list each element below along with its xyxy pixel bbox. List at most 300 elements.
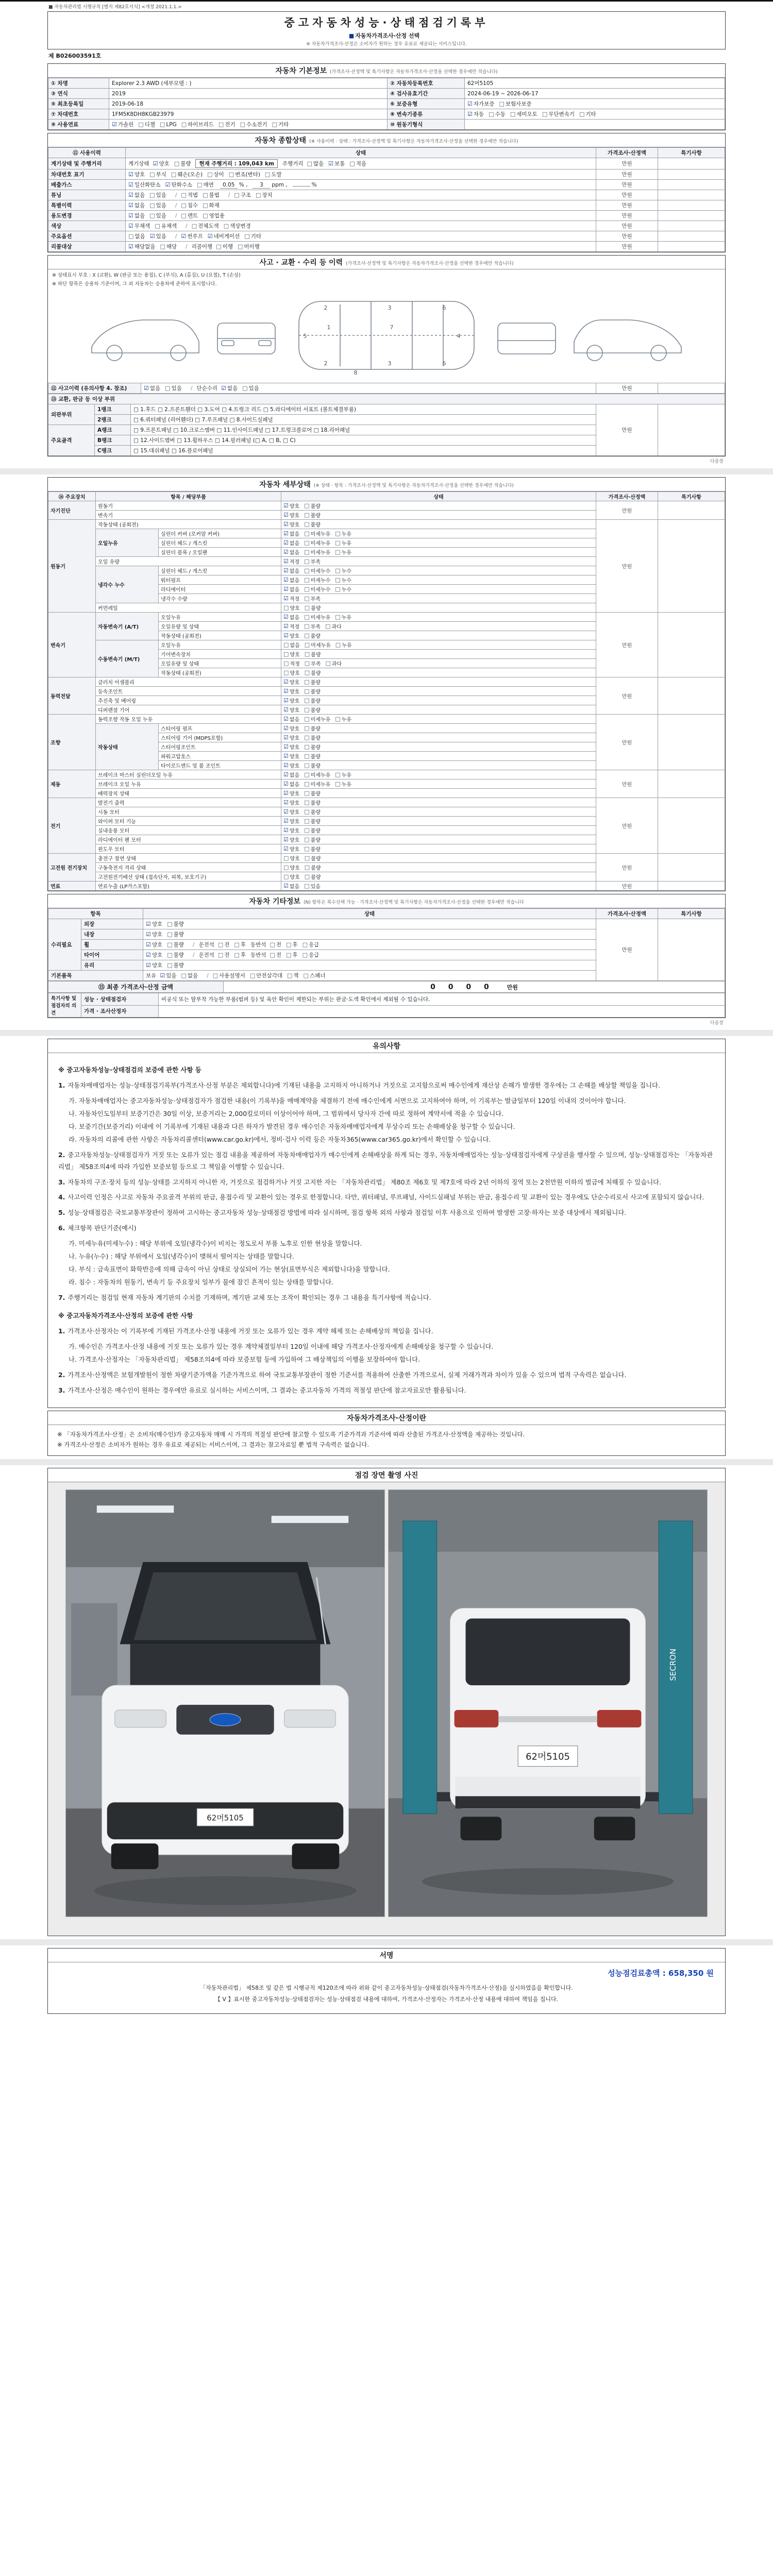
explain-line-2: ※ 가격조사·산정은 소비자가 원하는 경우 유료로 제공되는 서비스이며, 그 결과는 참고자료일 뿐 법적 구속력은 없습니다. <box>57 1441 369 1449</box>
checkbox-유채색[interactable] <box>155 222 177 230</box>
checkbox-불량[interactable] <box>304 697 321 704</box>
checkbox-부족[interactable] <box>304 595 321 602</box>
checkbox-empty-icon: □ <box>203 202 208 209</box>
overall-row-state <box>126 242 596 252</box>
checkbox-일산화탄소[interactable] <box>128 181 161 189</box>
checkbox-네비게이션[interactable] <box>208 232 240 240</box>
checkbox-응급[interactable] <box>303 951 320 959</box>
checkbox-매연[interactable] <box>197 181 214 189</box>
checkbox-checked-icon: ☑ <box>283 827 289 834</box>
checkbox-미세누유[interactable] <box>304 530 330 537</box>
checkbox-label: 없음 <box>289 532 300 537</box>
panel-group-label: 외판부위 <box>48 404 95 425</box>
checkbox-양호[interactable] <box>283 761 299 769</box>
device-label: 변속기 <box>48 613 96 677</box>
section-basic-title: 자동차 기본정보 (가격조사·산정액 및 특기사항은 자동차가격조사·산정을 선택한 경우에만 적습니다) <box>48 64 725 78</box>
checkbox-세미오토[interactable] <box>510 110 537 118</box>
checkbox-없음[interactable] <box>181 972 198 979</box>
checkbox-없음[interactable] <box>128 191 145 199</box>
checkbox-과다[interactable] <box>325 659 342 667</box>
checkbox-없음[interactable] <box>283 567 299 574</box>
notice-item-number: 6. <box>58 1224 65 1232</box>
checkbox-불량[interactable] <box>304 752 321 760</box>
item-category-label: 수동변속기 (M/T) <box>96 640 159 677</box>
part-label: 오일누유 <box>159 640 281 650</box>
checkbox-불량[interactable] <box>304 734 321 741</box>
checkbox-미이행[interactable] <box>238 243 260 250</box>
checkbox-label: 응급 <box>308 942 320 948</box>
checkbox-있음[interactable] <box>149 201 166 209</box>
checkbox-없음[interactable] <box>283 539 299 547</box>
checkbox-전[interactable] <box>218 941 230 948</box>
checkbox-전[interactable] <box>270 951 281 959</box>
notice-subitem: 다. 부식 : 금속표면이 화학반응에 의해 금속이 아닌 상태로 상실되어 가는 현상(표면부식은 제외합니다)을 말합니다. <box>69 1265 390 1274</box>
device-label: 동력전달 <box>48 677 96 715</box>
checkbox-하이브리드[interactable] <box>181 121 214 128</box>
checkbox-불법[interactable] <box>203 191 220 199</box>
checkbox-적법[interactable] <box>181 191 198 199</box>
checkbox-양호[interactable] <box>146 951 162 959</box>
checkbox-empty-icon: □ <box>579 111 585 117</box>
checkbox-양호[interactable] <box>283 511 299 519</box>
checkbox-checked-icon: ☑ <box>283 688 289 694</box>
separator: / <box>175 233 177 240</box>
checkbox-empty-icon: □ <box>304 771 310 778</box>
checkbox-양호[interactable] <box>283 836 299 843</box>
checkbox-미세누수[interactable] <box>304 567 330 574</box>
checkbox-불량[interactable] <box>305 863 321 871</box>
checkbox-부식[interactable] <box>149 171 166 178</box>
checkbox-label: 불량 <box>310 838 321 843</box>
checkbox-label: 있음 <box>171 385 182 392</box>
checkbox-empty-icon: □ <box>181 121 187 128</box>
checkbox-부족[interactable] <box>304 557 321 565</box>
checkbox-적정[interactable] <box>283 557 299 565</box>
checkbox-label: 도말 <box>271 172 282 178</box>
checkbox-checked-icon: ☑ <box>328 160 334 167</box>
checkbox-미세누유[interactable] <box>304 715 330 723</box>
checkbox-누유[interactable] <box>335 530 351 537</box>
checkbox-불량[interactable] <box>304 502 321 510</box>
part-label: 시동 모터 <box>96 807 281 817</box>
checkbox-양호[interactable] <box>283 697 299 704</box>
checkbox-label: 불량 <box>310 522 321 528</box>
checkbox-불량[interactable] <box>305 854 321 862</box>
opinion-text: 비공식 또는 탈부착 가능한 부품(범퍼 등) 및 육안 확인이 제한되는 부위는 판금·도색 확인에서 제외될 수 있습니다. <box>159 993 725 1006</box>
checkbox-checked-icon: ☑ <box>283 502 289 509</box>
checkbox-empty-icon: □ <box>304 873 310 880</box>
checkbox-훼손(오손)[interactable] <box>171 171 203 178</box>
checkbox-양호[interactable] <box>283 669 300 676</box>
checkbox-label: 불량 <box>173 931 184 938</box>
checkbox-양호[interactable] <box>283 650 300 658</box>
checkbox-label: 수동 <box>495 111 506 117</box>
checkbox-응급[interactable] <box>303 941 320 948</box>
checkbox-label: 없음 <box>227 385 238 392</box>
checkbox-불량[interactable] <box>305 669 321 676</box>
checkbox-양호[interactable] <box>283 724 299 732</box>
checkbox-양호[interactable] <box>283 789 299 797</box>
note-cell <box>658 242 725 252</box>
status-cell <box>281 733 596 742</box>
checkbox-후[interactable] <box>286 951 298 959</box>
checkbox-렌트[interactable] <box>181 212 198 219</box>
checkbox-없음[interactable] <box>128 201 145 209</box>
checkbox-label: 이행 <box>222 244 233 250</box>
checkbox-디젤[interactable] <box>138 121 155 128</box>
checkbox-있음[interactable] <box>242 384 259 392</box>
opinion-author-label: 성능 · 상태점검자 <box>81 993 159 1006</box>
price-cell: 만원 <box>596 190 658 200</box>
checkbox-화재[interactable] <box>203 201 220 209</box>
checkbox-empty-icon: □ <box>304 688 310 694</box>
status-cell <box>281 603 596 613</box>
checkbox-보험사보증[interactable] <box>499 100 531 108</box>
checkbox-label: 없음 <box>289 587 300 593</box>
checkbox-없음[interactable] <box>283 641 300 649</box>
checkbox-양호[interactable] <box>283 873 300 880</box>
section-divider-band-2 <box>0 1030 773 1036</box>
checkbox-없음[interactable] <box>283 530 299 537</box>
part-label: 오일유량 및 상태 <box>159 622 281 631</box>
checkbox-미세누수[interactable] <box>304 585 330 593</box>
checkbox-누유[interactable] <box>335 780 351 788</box>
checkbox-불량[interactable] <box>304 724 321 732</box>
note-cell <box>658 190 725 200</box>
checkbox-없음[interactable] <box>283 613 299 621</box>
checkbox-전[interactable] <box>270 941 281 948</box>
part-label: 실린더 커버 (로커암 커버) <box>159 529 281 538</box>
final-price-value-cell <box>224 981 725 993</box>
checkbox-도말[interactable] <box>265 171 282 178</box>
checkbox-없음[interactable] <box>283 548 299 556</box>
checkbox-label: 불량 <box>310 745 321 751</box>
checkbox-불량[interactable] <box>304 799 321 806</box>
checkbox-label: 없음 <box>135 233 145 240</box>
checkbox-불량[interactable] <box>304 511 321 519</box>
checkbox-label: 없음 <box>289 569 300 574</box>
signature-statement-1: 「자동차관리법」 제58조 및 같은 법 시행규칙 제120조에 따라 위와 같이 중고자동차성능·상태점검(자동차가격조사·산정)을 실시하였음을 확인합니다. <box>200 1984 573 1991</box>
checkbox-양호[interactable] <box>283 826 299 834</box>
checkbox-empty-icon: □ <box>335 577 341 583</box>
checkbox-적음[interactable] <box>349 160 366 167</box>
checkbox-잭[interactable] <box>287 972 299 979</box>
checkbox-불량[interactable] <box>304 687 321 695</box>
checkbox-양호[interactable] <box>146 930 162 938</box>
checkbox-침수[interactable] <box>181 201 198 209</box>
checkbox-수동[interactable] <box>489 110 506 118</box>
checkbox-양호[interactable] <box>283 632 299 639</box>
price-cell: 만원 <box>596 770 658 798</box>
checkbox-부족[interactable] <box>305 659 321 667</box>
checkbox-empty-icon: □ <box>304 697 310 704</box>
notice-subitem: 라. 자동차의 리콜에 관한 사항은 자동차리콜센터(www.car.go.kr)에서, 정비·검사 이력 등은 자동차365(www.car365.go.kr)에서 확인할 수 있습니다. <box>69 1135 491 1143</box>
checkbox-미세누유[interactable] <box>304 539 330 547</box>
checkbox-양호[interactable] <box>283 845 299 853</box>
checkbox-누유[interactable] <box>335 771 351 778</box>
other-item-label: 타이어 <box>81 950 143 960</box>
checkbox-empty-icon: □ <box>304 549 310 555</box>
next-page-marker-2: 다음장 <box>710 1021 724 1026</box>
checkbox-미세누수[interactable] <box>304 576 330 584</box>
price-survey-option-checkbox[interactable] <box>349 31 419 40</box>
checkbox-미세누유[interactable] <box>304 771 330 778</box>
document-header <box>47 11 726 49</box>
checkbox-보통[interactable] <box>328 160 345 167</box>
checkbox-불량[interactable] <box>167 961 184 969</box>
checkbox-사용설명서[interactable] <box>213 972 245 979</box>
checkbox-empty-icon: □ <box>304 716 310 722</box>
checkbox-불량[interactable] <box>304 678 321 686</box>
notice-subitem: 나. 누유(누수) : 해당 부위에서 오일(냉각수)이 맺혀서 떨어지는 상태를 말합니다. <box>69 1252 294 1261</box>
checkbox-양호[interactable] <box>283 743 299 751</box>
checkbox-양호[interactable] <box>283 520 299 528</box>
checkbox-기타[interactable] <box>272 121 289 128</box>
checkbox-미세누유[interactable] <box>304 548 330 556</box>
checkbox-empty-icon: □ <box>216 243 222 250</box>
checkbox-label: 양호 <box>289 726 300 732</box>
checkbox-불량[interactable] <box>167 920 184 928</box>
checkbox-양호[interactable] <box>283 863 300 871</box>
checkbox-불량[interactable] <box>305 650 321 658</box>
field-label: ⑩ 원동기형식 <box>388 120 465 130</box>
checkbox-label: 미세누유 <box>310 782 331 788</box>
status-cell <box>281 724 596 733</box>
checkbox-양호[interactable] <box>283 502 299 510</box>
checkbox-양호[interactable] <box>283 706 299 714</box>
notice-subitem: 나. 자동차인도일부터 보증기간은 30일 이상, 보증거리는 2,000킬로미터 이상이어야 하며, 그 범위에서 당사자 간에 따로 정하여 계약서에 적을 수 있습니다. <box>69 1109 504 1117</box>
checkbox-후[interactable] <box>234 941 246 948</box>
checkbox-후[interactable] <box>234 951 246 959</box>
checkbox-없음[interactable] <box>221 384 238 392</box>
checkbox-누수[interactable] <box>335 585 351 593</box>
checkbox-탄화수소[interactable] <box>165 181 192 189</box>
checkbox-양호[interactable] <box>283 854 300 862</box>
checkbox-불량[interactable] <box>304 632 321 639</box>
car-panel-diagram <box>48 287 725 383</box>
checkbox-상이[interactable] <box>207 171 224 178</box>
checkbox-label: 있음 <box>156 192 166 198</box>
checkbox-기타[interactable] <box>579 110 596 118</box>
checkbox-label: 후 <box>292 952 298 958</box>
note-cell <box>658 221 725 231</box>
checkbox-영업용[interactable] <box>203 212 225 219</box>
checkbox-많음[interactable] <box>307 160 324 167</box>
checkbox-불량[interactable] <box>304 817 321 825</box>
checkbox-없음[interactable] <box>283 715 299 723</box>
checkbox-불량[interactable] <box>174 160 191 167</box>
checkbox-불량[interactable] <box>305 873 321 880</box>
checked-box-icon: ■ <box>348 32 355 39</box>
checkbox-checked-icon: ☑ <box>128 192 133 198</box>
checkbox-불량[interactable] <box>305 604 321 612</box>
checkbox-empty-icon: □ <box>256 192 261 198</box>
checkbox-없음[interactable] <box>283 576 299 584</box>
checkbox-양호[interactable] <box>283 604 300 612</box>
checkbox-적정[interactable] <box>283 595 299 602</box>
checkbox-empty-icon: □ <box>304 530 310 537</box>
checkbox-안전삼각대[interactable] <box>250 972 282 979</box>
checkbox-없음[interactable] <box>283 771 299 778</box>
checkbox-누유[interactable] <box>335 641 352 649</box>
checkbox-양호[interactable] <box>283 678 299 686</box>
checkbox-label: 불량 <box>310 680 321 686</box>
checkbox-있음[interactable] <box>150 232 166 240</box>
checkbox-불량[interactable] <box>304 761 321 769</box>
checkbox-불량[interactable] <box>304 789 321 797</box>
checkbox-양호[interactable] <box>146 961 162 969</box>
checkbox-기타[interactable] <box>244 232 261 240</box>
checkbox-없음[interactable] <box>128 232 145 240</box>
checkbox-없음[interactable] <box>283 780 299 788</box>
checkbox-불량[interactable] <box>304 845 321 853</box>
checkbox-불량[interactable] <box>304 826 321 834</box>
checkbox-변조(변타)[interactable] <box>229 171 260 178</box>
other-col-1: 가격조사·산정액 <box>596 909 658 919</box>
checkbox-없음[interactable] <box>283 585 299 593</box>
checkbox-누유[interactable] <box>335 548 351 556</box>
status-cell <box>281 844 596 854</box>
checkbox-썬루프[interactable] <box>181 232 203 240</box>
checkbox-불량[interactable] <box>304 808 321 816</box>
checkbox-없음[interactable] <box>128 212 145 219</box>
checkbox-불량[interactable] <box>304 520 321 528</box>
checkbox-무채색[interactable] <box>128 222 150 230</box>
notice-item: 3. 가격조사·산정은 매수인이 원하는 경우에만 유료로 실시하는 서비스이며, 그 결과는 중고자동차 가격의 적절성 판단에 참고자료로만 활용됩니다. <box>58 1386 466 1394</box>
opinion-author-label: 가격 · 조사산정자 <box>81 1005 159 1018</box>
checkbox-있음[interactable] <box>149 212 166 219</box>
checkbox-구조[interactable] <box>234 191 251 199</box>
checkbox-미세누유[interactable] <box>304 613 330 621</box>
checkbox-가솔린[interactable] <box>112 121 133 128</box>
checkbox-불량[interactable] <box>167 951 184 959</box>
field-label: ⑦ 차대번호 <box>48 109 109 120</box>
checkbox-없음[interactable] <box>144 384 160 392</box>
checkbox-checked-icon: ☑ <box>283 808 289 815</box>
item-category-label: 작동상태 <box>96 724 159 770</box>
checkbox-해당없음[interactable] <box>128 243 155 250</box>
car-type-legend: ※ 하단 항목은 승용차 기준이며, 그 외 자동차는 승용차에 준하여 표시합니다. <box>52 281 217 287</box>
checkbox-해당[interactable] <box>160 243 177 250</box>
notice-item-number: 5. <box>58 1209 65 1217</box>
checkbox-불량[interactable] <box>304 706 321 714</box>
checkbox-empty-icon: □ <box>304 558 310 565</box>
checkbox-자동[interactable] <box>467 110 484 118</box>
checkbox-empty-icon: □ <box>264 171 271 178</box>
checkbox-LPG[interactable] <box>160 121 177 128</box>
checkbox-무단변속기[interactable] <box>542 110 575 118</box>
checkbox-empty-icon: □ <box>335 539 341 546</box>
checkbox-장치[interactable] <box>256 191 273 199</box>
title-note: ※ 자동차가격조사·산정은 소비자가 원하는 경우 유료로 제공되는 서비스입니다. <box>306 42 467 47</box>
checkbox-양호[interactable] <box>146 941 162 948</box>
checkbox-양호[interactable] <box>146 920 162 928</box>
overall-condition-table <box>48 147 725 252</box>
checkbox-empty-icon: □ <box>283 873 289 880</box>
checkbox-있음[interactable] <box>149 191 166 199</box>
checkbox-양호[interactable] <box>283 752 299 760</box>
checkbox-empty-icon: □ <box>499 100 505 107</box>
other-col-2: 특기사항 <box>658 909 725 919</box>
checkbox-자가보증[interactable] <box>467 100 494 108</box>
checkbox-미세누유[interactable] <box>305 641 331 649</box>
other-item-label: 외장 <box>81 919 143 929</box>
checkbox-누유[interactable] <box>335 613 351 621</box>
checkbox-전[interactable] <box>218 951 230 959</box>
checkbox-누유[interactable] <box>335 715 351 723</box>
checkbox-있음[interactable] <box>165 384 182 392</box>
checkbox-전기[interactable] <box>219 121 236 128</box>
checkbox-양호[interactable] <box>153 160 170 167</box>
checkbox-이행[interactable] <box>216 243 233 250</box>
checkbox-양호[interactable] <box>283 808 299 816</box>
checkbox-양호[interactable] <box>128 171 145 178</box>
checkbox-있음[interactable] <box>160 972 176 979</box>
other-item-label: 내장 <box>81 929 143 940</box>
final-price-table <box>48 981 725 993</box>
svg-text:7: 7 <box>390 324 394 331</box>
checkbox-label: 전 <box>224 942 230 948</box>
checkbox-누수[interactable] <box>335 567 351 574</box>
checkbox-과다[interactable] <box>325 622 342 630</box>
note-cell <box>658 613 725 677</box>
checkbox-양호[interactable] <box>283 817 299 825</box>
part-label: 실린더 헤드 / 개스킷 <box>159 538 281 548</box>
section-detail-note: (※ 상태 · 항목 : 가격조사·산정액 및 특기사항은 자동차가격조사·산정을 선택한 경우에만 적습니다) <box>313 483 514 488</box>
checkbox-label: 상이 <box>213 172 224 178</box>
checkbox-불량[interactable] <box>304 743 321 751</box>
part-label: 클러치 어셈블리 <box>96 677 281 687</box>
panel-items: □ 9.프론트패널 □ 10.크로스멤버 □ 11.인사이드패널 □ 17.트렁크플로어 □ 18.리어패널 <box>131 425 596 435</box>
checkbox-label: 누수 <box>341 578 351 584</box>
checkbox-불량[interactable] <box>167 941 184 948</box>
overall-row-state <box>126 170 596 180</box>
checkbox-적정[interactable] <box>283 659 300 667</box>
checkbox-없음[interactable] <box>283 882 299 890</box>
checkbox-불량[interactable] <box>167 930 184 938</box>
checkbox-누수[interactable] <box>335 576 351 584</box>
checkbox-수소전기[interactable] <box>240 121 267 128</box>
status-cell <box>281 742 596 752</box>
field-value: 2024-06-19 ~ 2026-06-17 <box>465 89 725 99</box>
checkbox-누유[interactable] <box>335 539 351 547</box>
checkbox-label: 불법 <box>209 192 220 198</box>
checkbox-적정[interactable] <box>283 622 299 630</box>
checkbox-전체도색[interactable] <box>192 222 219 230</box>
device-label: 자기진단 <box>48 501 96 520</box>
checkbox-색상변경[interactable] <box>224 222 251 230</box>
device-label: 원동기 <box>48 520 96 613</box>
checkbox-불량[interactable] <box>304 836 321 843</box>
checkbox-empty-icon: □ <box>286 952 292 958</box>
checkbox-checked-icon: ☑ <box>283 818 289 824</box>
svg-text:2: 2 <box>324 360 328 367</box>
overall-row-label: 색상 <box>48 221 126 231</box>
checkbox-empty-icon: □ <box>325 660 331 667</box>
checkbox-label: 기타 <box>250 233 262 240</box>
checkbox-양호[interactable] <box>283 799 299 806</box>
checkbox-양호[interactable] <box>283 734 299 741</box>
checkbox-미세누유[interactable] <box>304 780 330 788</box>
checkbox-후[interactable] <box>286 941 298 948</box>
checkbox-label: 불량 <box>173 942 184 948</box>
checkbox-있음[interactable] <box>304 882 321 890</box>
checkbox-label: 불량 <box>310 791 321 797</box>
checkbox-부족[interactable] <box>304 622 321 630</box>
checkbox-label: 누유 <box>341 541 351 547</box>
checkbox-스패너[interactable] <box>304 972 326 979</box>
checkbox-양호[interactable] <box>283 687 299 695</box>
